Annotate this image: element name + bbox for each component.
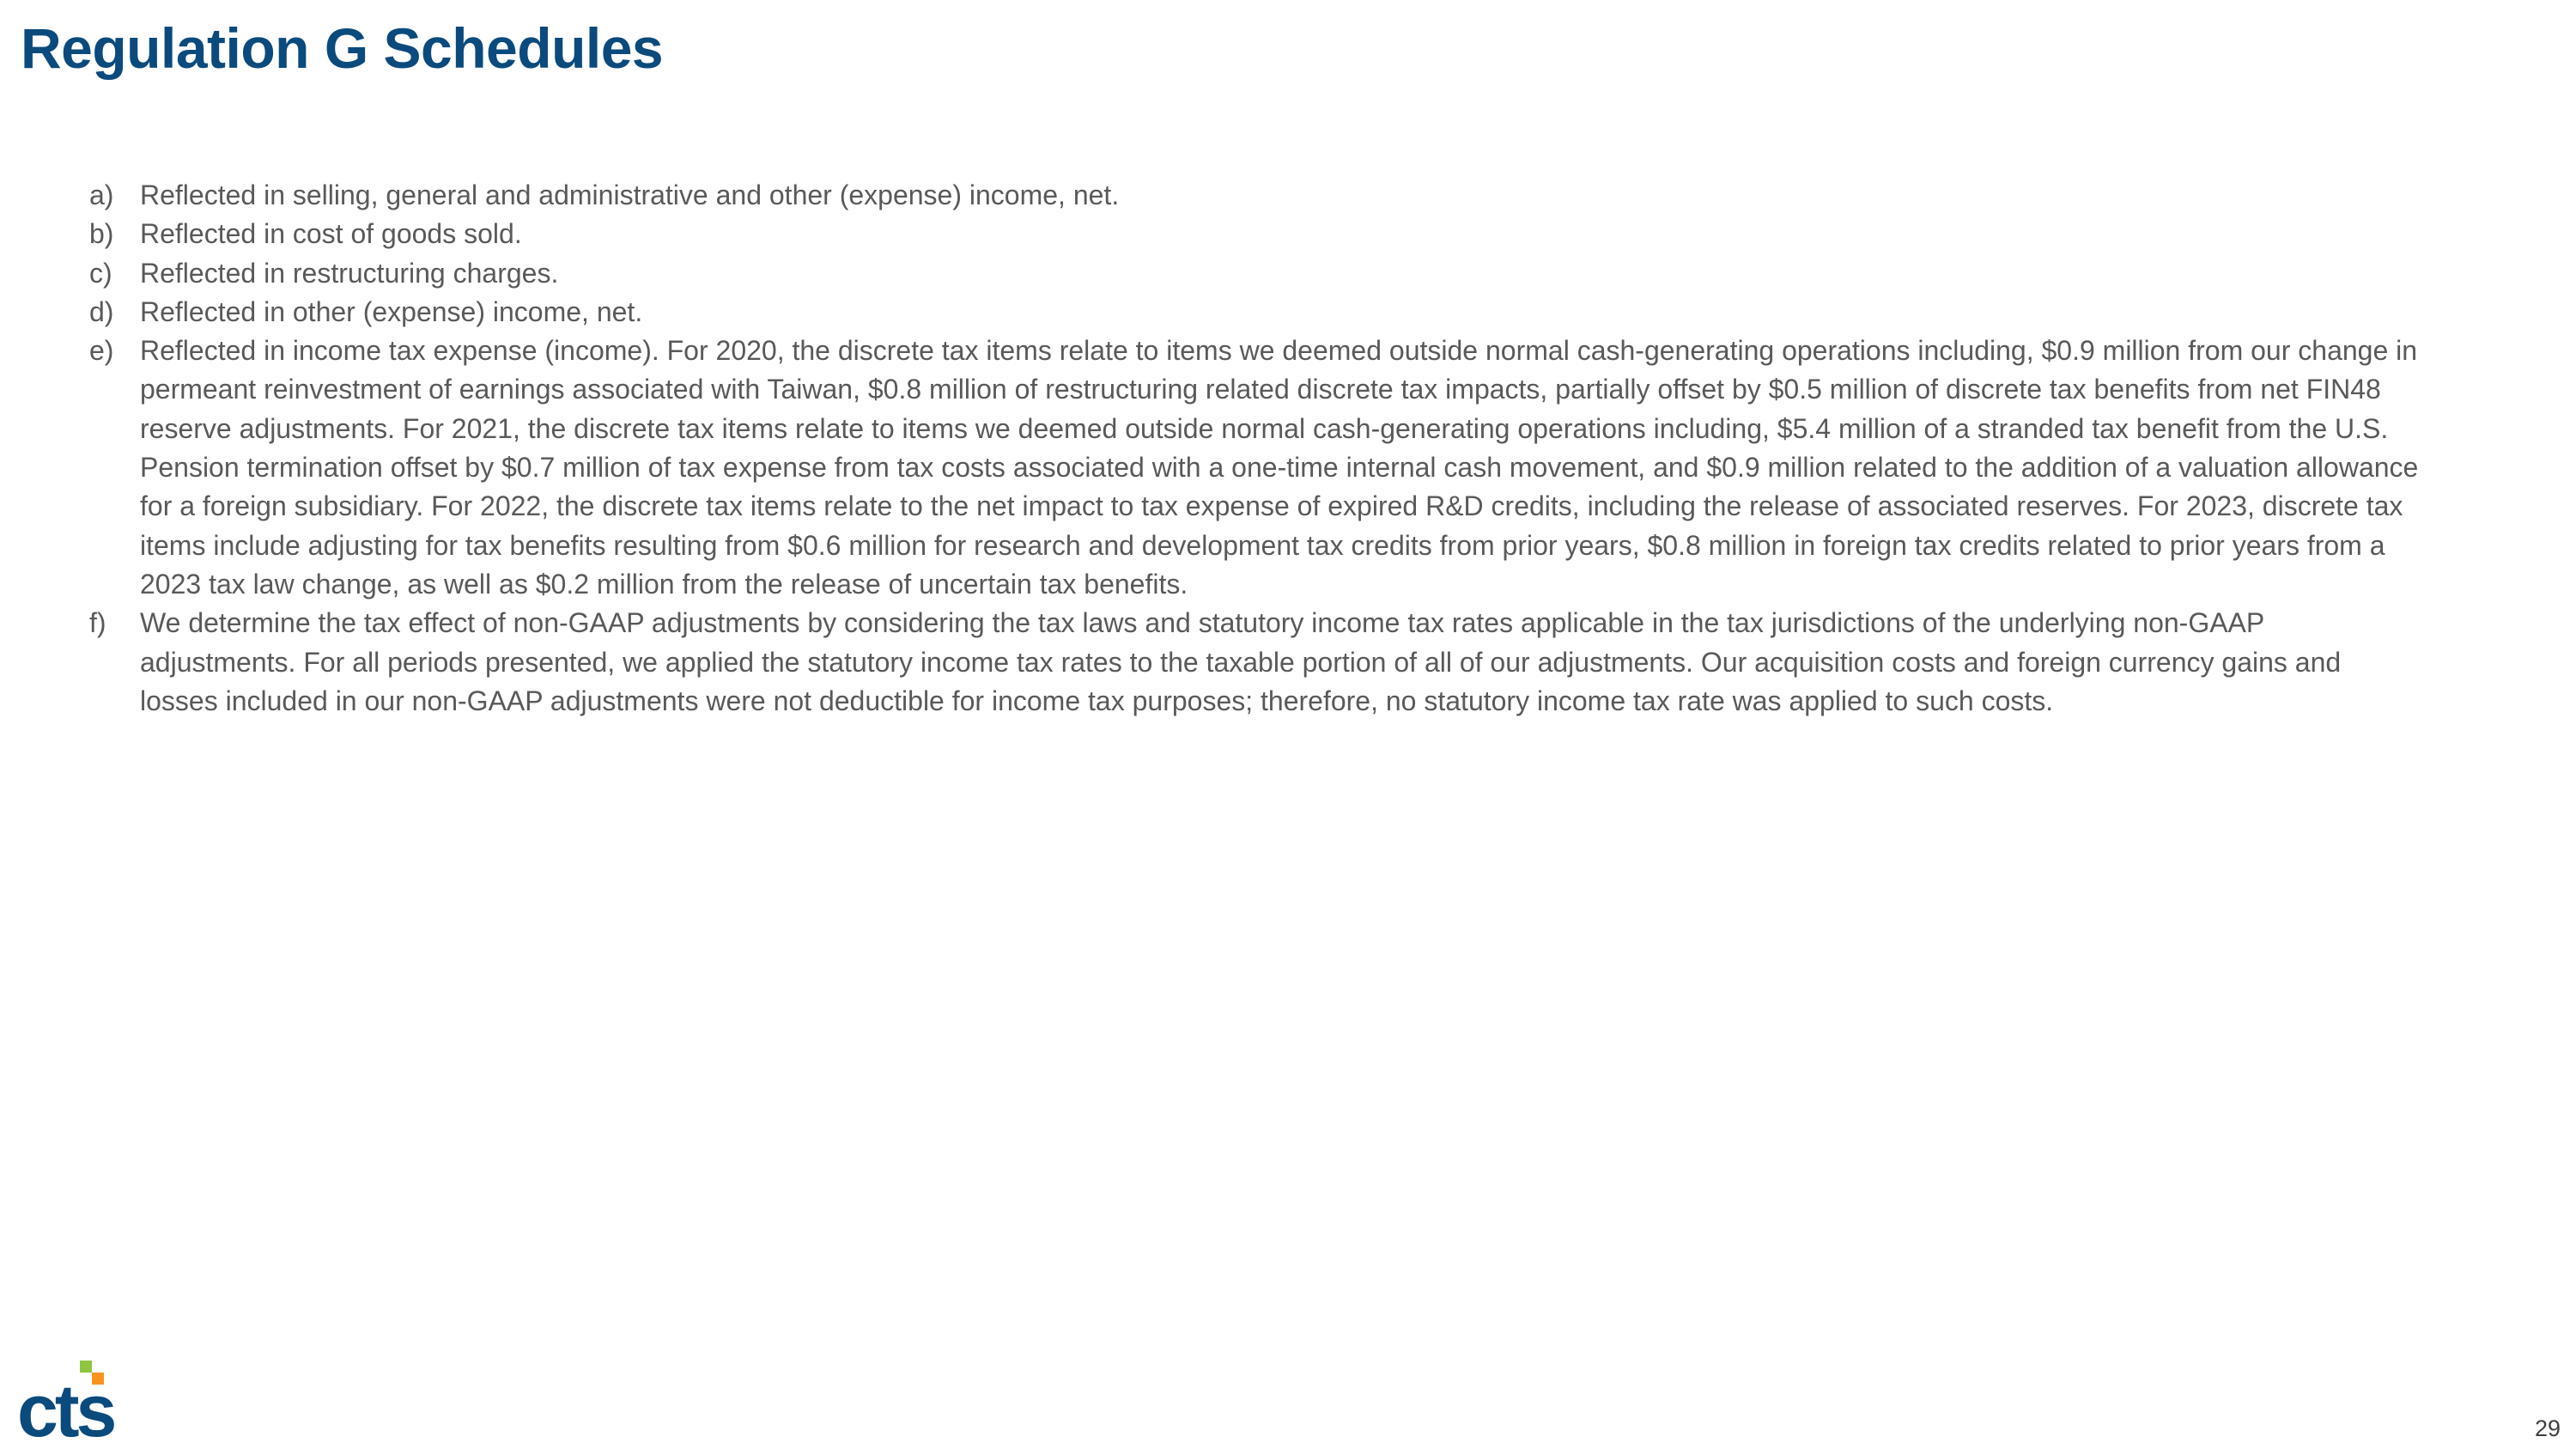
footnote-e — [89, 332, 2425, 604]
footnote-marker: a) — [89, 180, 114, 210]
footnote-marker: c) — [89, 257, 112, 289]
footnote-text: Reflected in selling, general and administrative and other (expense) income, net. — [140, 180, 1120, 210]
footnote-d — [89, 293, 2425, 332]
cts-logo — [15, 1361, 153, 1440]
footnote-text: Reflected in other (expense) income, net. — [140, 295, 643, 327]
footnote-text: Reflected in restructuring charges. — [140, 257, 559, 289]
footnote-marker: f) — [89, 607, 106, 639]
footnote-text: We determine the tax effect of non-GAAP adjustments by considering the tax laws and statutory income tax rates applicable in the tax jurisdictions of the underlying non-GAAP adjustments. For all periods presented, we applied the statutory income tax rates to the taxable portion of all of our adjustments. Our acquisition costs and foreign currency gains and losses included in our non-GAAP adjustments were not deductible for income tax purposes; therefore, no statutory income tax rate was applied to such costs. — [140, 607, 2342, 716]
footnote-marker: e) — [89, 335, 114, 367]
footnote-marker: b) — [89, 218, 114, 250]
page-title: Regulation G Schedules — [21, 16, 664, 80]
footnote-a — [89, 176, 2425, 215]
footnotes-list — [89, 176, 2425, 721]
footnote-marker: d) — [89, 295, 114, 327]
logo-wordmark: cts — [17, 1370, 114, 1440]
footnote-c — [89, 254, 2425, 293]
footnote-f — [89, 604, 2425, 721]
page-number: 29 — [2534, 1416, 2561, 1441]
footnote-text: Reflected in cost of goods sold. — [140, 218, 522, 250]
footnote-b — [89, 215, 2425, 253]
footnote-text: Reflected in income tax expense (income). For 2020, the discrete tax items relate to items we deemed outside normal cash-generating operations including, $0.9 million from our change in permeant reinvestment of earnings associated with Taiwan, $0.8 million of restructuring related discrete tax impacts, partially offset by $0.5 million of discrete tax benefits from net FIN48 reserve adjustments. For 2021, the discrete tax items relate to items we deemed outside normal cash-generating operations including, $5.4 million of a stranded tax benefit from the U.S. Pension termination offset by $0.7 million of tax expense from tax costs associated with a one-time internal cash movement, and $0.9 million related to the addition of a valuation allowance for a foreign subsidiary. For 2022, the discrete tax items relate to the net impact to tax expense of expired R&D credits, including the release of associated reserves. For 2023, discrete tax items include adjusting for tax benefits resulting from $0.6 million for research and development tax credits from prior years, $0.8 million in foreign tax credits related to prior years from a 2023 tax law change, as well as $0.2 million from the release of uncertain tax benefits. — [140, 335, 2419, 600]
